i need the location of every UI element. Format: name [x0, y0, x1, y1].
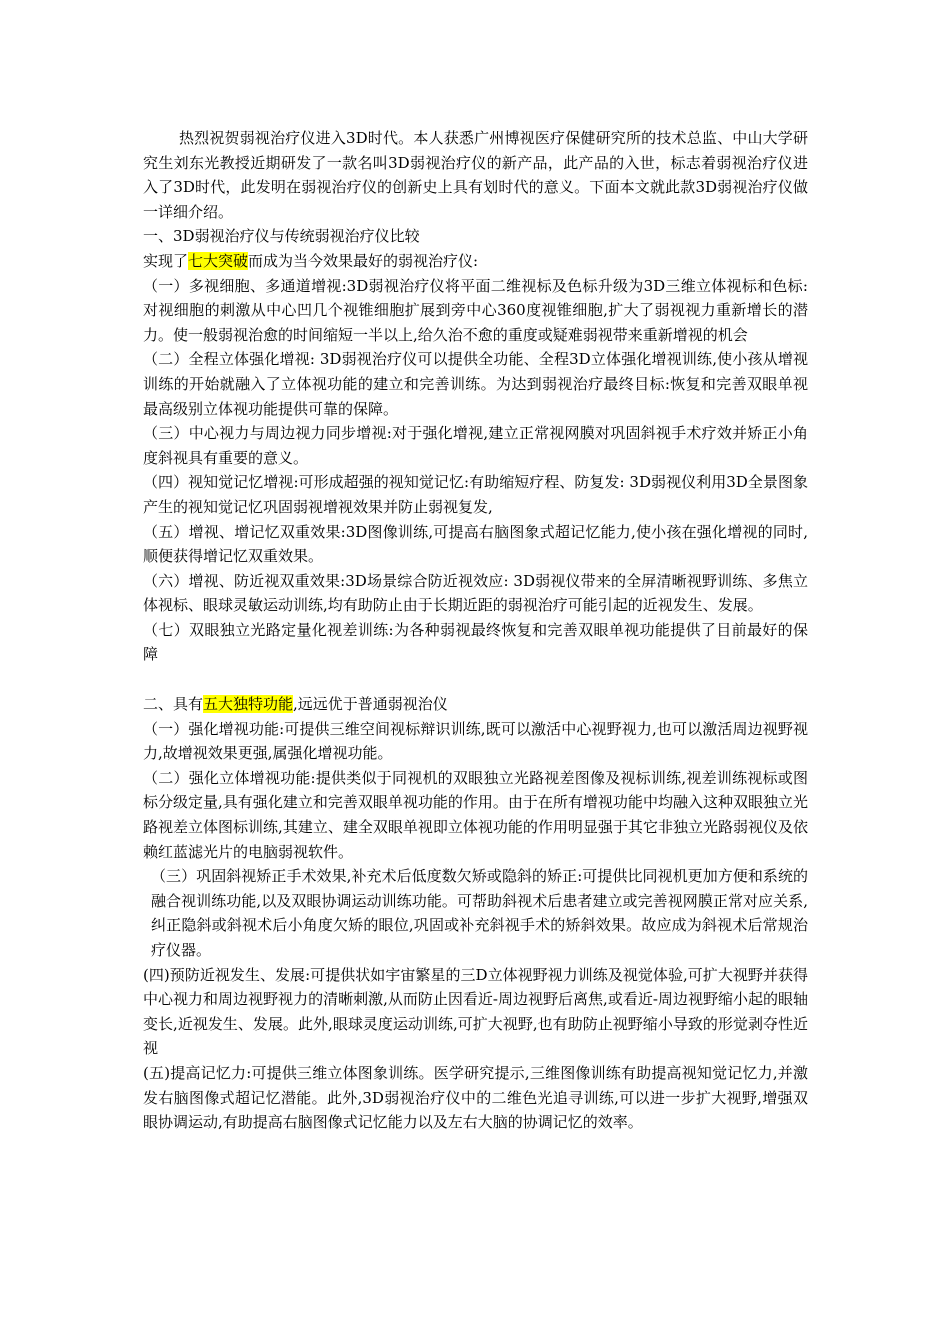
section2-item-3: （三）巩固斜视矫正手术效果,补充术后低度数欠矫或隐斜的矫正:可提供比同视机更加方便和系统的融合视训练功能,以及双眼协调运动训练功能。可帮助斜视术后患者建立或完善视网膜正常对应关系,纠正隐斜或斜视术后小角度欠矫的眼位,巩固或补充斜视手术的矫斜效果。故应成为斜视术后常规治疗仪器。 [151, 867, 808, 959]
section1-item-5: （五）增视、增记忆双重效果:3D图像训练,可提高右脑图象式超记忆能力,使小孩在强化增视的同时,顺便获得增记忆双重效果。 [143, 522, 808, 566]
section2-heading [143, 692, 808, 717]
section1-heading: 一、3D弱视治疗仪与传统弱视治疗仪比较 [143, 227, 420, 246]
section1-lead-post: 而成为当今效果最好的弱视治疗仪: [248, 251, 479, 270]
section2-item-5: (五)提高记忆力:可提供三维立体图象训练。医学研究提示,三维图像训练有助提高视知觉记忆力,并激发右脑图像式超记忆潜能。此外,3D弱视治疗仪中的二维色光追寻训练,可以进一步扩大视野,增强双眼协调运动,有助提高右脑图像式记忆能力以及左右大脑的协调记忆的效率。 [143, 1063, 808, 1132]
section-spacer [143, 667, 808, 692]
section1-item-6: （六）增视、防近视双重效果:3D场景综合防近视效应: 3D弱视仪带来的全屏清晰视野训练、多焦立体视标、眼球灵敏运动训练,均有助防止由于长期近距的弱视治疗可能引起的近视发生、发展。 [143, 571, 808, 615]
highlight-five-functions: 五大独特功能 [203, 695, 294, 714]
section1-item-3: （三）中心视力与周边视力同步增视:对于强化增视,建立正常视网膜对巩固斜视手术疗效并矫正小角度斜视具有重要的意义。 [143, 424, 808, 467]
section2-heading-pre: 二、具有 [143, 695, 204, 714]
section1-lead [143, 249, 808, 274]
section2-item-1: （一）强化增视功能:可提供三维空间视标辩识训练,既可以激活中心视野视力,也可以激活周边视野视力,故增视效果更强,属强化增视功能。 [143, 719, 808, 763]
section1-item-7: （七）双眼独立光路定量化视差训练:为各种弱视最终恢复和完善双眼单视功能提供了目前最好的保障 [143, 620, 808, 664]
section1-item-1: （一）多视细胞、多通道增视:3D弱视治疗仪将平面二维视标及色标升级为3D三维立体视标和色标:对视细胞的刺激从中心凹几个视锥细胞扩展到旁中心360度视锥细胞,扩大了弱视视力重新增长的潜力。使一般弱视治愈的时间缩短一半以上,给久治不愈的重度或疑难弱视带来重新增视的机会 [143, 276, 808, 344]
section2-heading-post: ,远远优于普通弱视治仪 [293, 695, 448, 714]
intro-paragraph: 热烈祝贺弱视治疗仪进入3D时代。本人获悉广州博视医疗保健研究所的技术总监、中山大学研究生刘东光教授近期研发了一款名叫3D弱视治疗仪的新产品，此产品的入世，标志着弱视治疗仪进入了3D时代，此发明在弱视治疗仪的创新史上具有划时代的意义。下面本文就此款3D弱视治疗仪做一详细介绍。 [143, 129, 808, 221]
section1-lead-pre: 实现了 [143, 251, 189, 270]
document-body [143, 126, 808, 1135]
section2-item-4: (四)预防近视发生、发展:可提供状如宇宙繁星的三D立体视野视力训练及视觉体验,可扩大视野并获得中心视力和周边视野视力的清晰刺激,从而防止因看近-周边视野后离焦,或看近-周边视野缩小起的眼轴变长,近视发生、发展。此外,眼球灵度运动训练,可扩大视野,也有助防止视野缩小导致的形觉剥夺性近视 [143, 965, 808, 1058]
section1-item-2: （二）全程立体强化增视: 3D弱视治疗仪可以提供全功能、全程3D立体强化增视训练,使小孩从增视训练的开始就融入了立体视功能的建立和完善训练。为达到弱视治疗最终目标:恢复和完善双眼单视最高级别立体视功能提供可靠的保障。 [143, 350, 808, 418]
section2-item-2: （二）强化立体增视功能:提供类似于同视机的双眼独立光路视差图像及视标训练,视差训练视标或图标分级定量,具有强化建立和完善双眼单视功能的作用。由于在所有增视功能中均融入这种双眼独立光路视差立体图标训练,其建立、建全双眼单视即立体视功能的作用明显强于其它非独立光路弱视仪及依赖红蓝滤光片的电脑弱视软件。 [143, 768, 808, 861]
highlight-seven-breakthroughs: 七大突破 [188, 251, 249, 270]
section1-item-4: （四）视知觉记忆增视:可形成超强的视知觉记忆:有助缩短疗程、防复发: 3D弱视仪利用3D全景图象产生的视知觉记忆巩固弱视增视效果并防止弱视复发, [143, 473, 808, 516]
